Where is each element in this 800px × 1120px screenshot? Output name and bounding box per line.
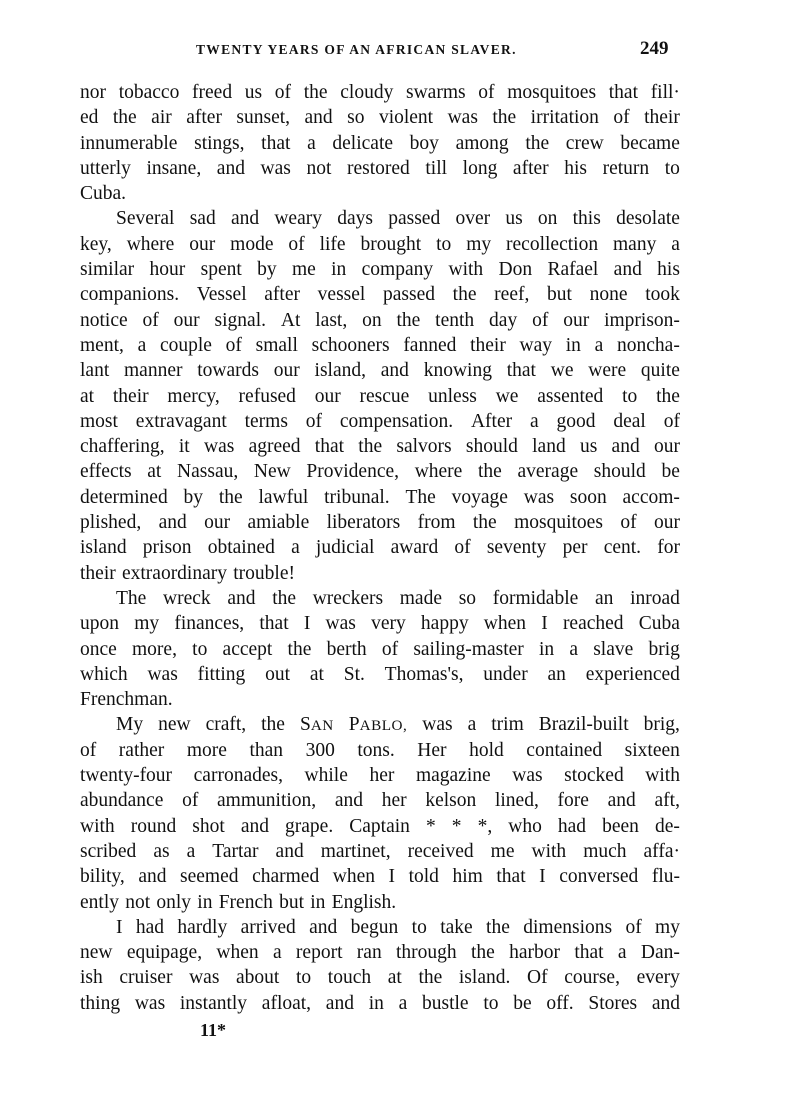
signature-mark: 11* <box>200 1020 227 1040</box>
text-line: ish cruiser was about to touch at the island. Of course, every <box>80 967 680 989</box>
text-line: most extravagant terms of compensation. After a good deal of <box>80 410 680 432</box>
text-line: thing was instantly afloat, and in a bustle to be off. Stores and <box>80 992 680 1014</box>
text-line: new equipage, when a report ran through the harbor that a Dan- <box>80 942 680 964</box>
text-line: their extraordinary trouble! <box>80 562 295 584</box>
text-line: notice of our signal. At last, on the tenth day of our imprison- <box>80 309 680 331</box>
body-text <box>80 80 680 1016</box>
text-line: effects at Nassau, New Providence, where the average should be <box>80 461 680 483</box>
text-line: My new craft, the SAN PABLO, was a trim Brazil-built brig, <box>116 714 680 736</box>
text-line: key, where our mode of life brought to my recollection many a <box>80 233 680 255</box>
text-line: companions. Vessel after vessel passed the reef, but none took <box>80 284 680 306</box>
text-line: I had hardly arrived and begun to take the dimensions of my <box>116 916 680 938</box>
text-line: utterly insane, and was not restored till long after his return to <box>80 157 680 179</box>
text-line: plished, and our amiable liberators from the mosquitoes of our <box>80 512 680 534</box>
text-line: ed the air after sunset, and so violent was the irritation of their <box>80 107 680 129</box>
text-line: Cuba. <box>80 183 127 205</box>
text-line: similar hour spent by me in company with Don Rafael and his <box>80 259 680 281</box>
text-line: of rather more than 300 tons. Her hold contained sixteen <box>80 739 680 761</box>
text-line: Several sad and weary days passed over us on this desolate <box>116 208 680 230</box>
text-line: bility, and seemed charmed when I told him that I conversed flu- <box>80 866 680 888</box>
text-line: The wreck and the wreckers made so formidable an inroad <box>116 587 680 609</box>
text-line: Frenchman. <box>80 689 173 711</box>
text-line: determined by the lawful tribunal. The voyage was soon accom- <box>80 486 680 508</box>
text-line: at their mercy, refused our rescue unless we assented to the <box>80 385 680 407</box>
text-line: nor tobacco freed us of the cloudy swarms of mosquitoes that fill· <box>80 82 680 103</box>
text-line: ment, a couple of small schooners fanned their way in a noncha- <box>80 334 680 356</box>
text-line: island prison obtained a judicial award of seventy per cent. for <box>80 537 680 559</box>
text-line: scribed as a Tartar and martinet, received me with much affa· <box>80 840 680 862</box>
text-line: lant manner towards our island, and knowing that we were quite <box>80 360 680 382</box>
text-line: with round shot and grape. Captain * * *, who had been de- <box>80 815 680 837</box>
text-line: which was fitting out at St. Thomas's, under an experienced <box>80 663 680 685</box>
text-line: innumerable stings, that a delicate boy among the crew became <box>80 132 680 154</box>
running-title: TWENTY YEARS OF AN AFRICAN SLAVER. <box>196 42 517 57</box>
page-number: 249 <box>640 38 669 59</box>
text-line: upon my finances, that I was very happy when I reached Cuba <box>80 613 680 635</box>
text-line: abundance of ammunition, and her kelson lined, fore and aft, <box>80 790 680 812</box>
text-line: twenty-four carronades, while her magazine was stocked with <box>80 765 680 787</box>
text-line: once more, to accept the berth of sailing-master in a slave brig <box>80 638 680 660</box>
text-line: chaffering, it was agreed that the salvors should land us and our <box>80 436 680 458</box>
text-line: ently not only in French but in English. <box>80 891 397 913</box>
